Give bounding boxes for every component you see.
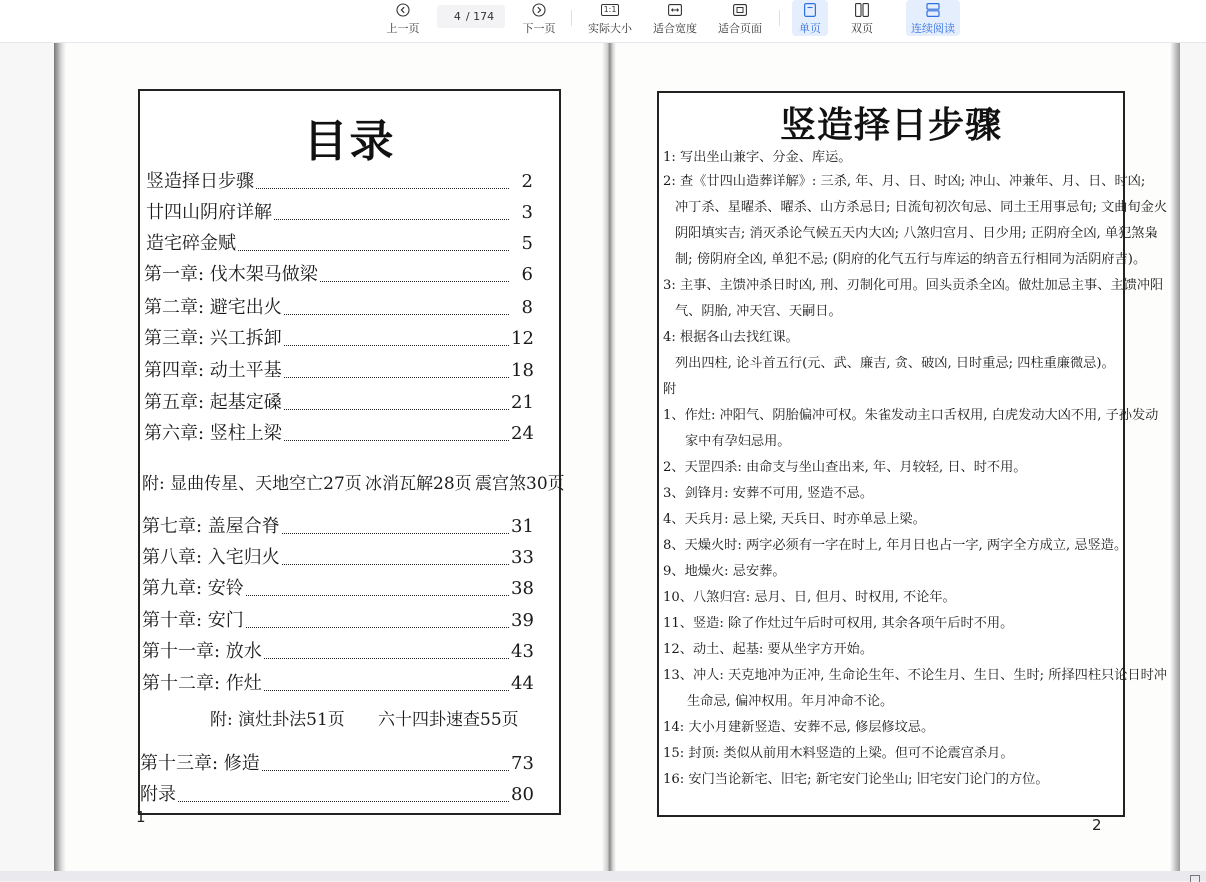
toc-dot-leader [246, 626, 509, 628]
page-edge-shadow [54, 43, 66, 871]
toc-entry-label: 第十一章: 放水 [142, 641, 262, 662]
step-text-line: 12、动土、起基: 要从坐字方开始。 [663, 642, 874, 657]
toc-entry[interactable] [144, 295, 533, 321]
toc-entry-page: 24 [511, 423, 534, 444]
toc-entry-label: 第十三章: 修造 [140, 753, 260, 774]
double-page-label: 双页 [851, 21, 873, 35]
toc-entry[interactable] [140, 782, 533, 808]
toc-entry-page: 38 [511, 578, 534, 599]
toc-entry-page: 73 [511, 753, 534, 774]
toc-entry-page: 33 [511, 547, 534, 568]
fit-page-button[interactable] [716, 0, 764, 36]
actual-size-label: 实际大小 [588, 21, 632, 35]
step-text-line: 10、八煞归宫: 忌月、日, 但月、时权用, 不论年。 [663, 590, 956, 605]
step-text-line: 8、天燥火时: 两字必须有一字在时上, 年月日也占一字, 两字全方成立, 忌竖造。 [663, 538, 1128, 553]
total-pages: / 174 [465, 10, 495, 23]
step-text-line: 2: 查《廿四山造葬详解》: 三杀, 年、月、日、时凶; 冲山、冲兼年、月、日、时凶; [663, 174, 1146, 189]
toc-entry-page: 5 [521, 233, 533, 254]
step-text-line: 列出四柱, 论斗首五行(元、武、廉吉, 贪、破凶, 日时重忌; 四柱重廉微忌)。 [675, 356, 1115, 371]
toc-note: 震宫煞30页 [475, 474, 565, 494]
single-page-label: 单页 [799, 21, 821, 35]
toc-entry-label: 第十二章: 作灶 [142, 673, 262, 694]
step-text-line: 阴阳填实吉; 消灭杀论气候五天内大凶; 八煞归宫月、日少用; 正阴府全凶, 单犯煞枭 [675, 226, 1158, 241]
toc-entry-label: 廿四山阴府详解 [146, 202, 272, 223]
toc-entry[interactable] [144, 326, 533, 352]
toc-entry-label: 第四章: 动土平基 [144, 360, 282, 381]
toc-dot-leader [264, 689, 509, 691]
toc-entry-page: 12 [511, 328, 534, 349]
bottom-scrollbar[interactable] [0, 871, 1206, 881]
page-number-box[interactable] [437, 5, 505, 28]
toc-entry-page: 43 [511, 641, 534, 662]
scanned-book-spread [54, 43, 1180, 871]
toc-dot-leader [238, 249, 509, 251]
toc-entry-label: 第九章: 安铃 [142, 578, 244, 599]
toc-entry-page: 39 [511, 610, 534, 631]
viewer-toolbar [0, 0, 1206, 43]
toc-entry[interactable] [146, 231, 533, 257]
toc-dot-leader [284, 408, 509, 410]
toc-entry-page: 21 [511, 392, 534, 413]
page-edge-shadow [1170, 43, 1180, 871]
toc-note: 六十四卦速查55页 [378, 710, 519, 730]
toc-entry[interactable] [142, 608, 533, 634]
step-text-line: 4、天兵月: 忌上梁, 天兵日、时亦单忌上梁。 [663, 512, 926, 527]
toc-dot-leader [284, 344, 509, 346]
step-text-line: 附 [663, 382, 677, 397]
step-text-line: 15: 封顶: 类似从前用木料竖造的上梁。但可不论震宫杀月。 [663, 746, 1014, 761]
toc-entry-page: 6 [521, 264, 533, 285]
chevron-right-circle-icon [532, 1, 546, 19]
chevron-left-circle-icon [396, 1, 410, 19]
double-page-icon [855, 1, 869, 19]
single-page-button[interactable] [792, 0, 828, 36]
prev-page-button[interactable] [384, 0, 422, 36]
toc-entry-page: 2 [521, 171, 533, 192]
step-text-line: 1、作灶: 冲阳气、阴胎偏冲可权。朱雀发动主口舌权用, 白虎发动大凶不用, 子孙发动 [663, 408, 1159, 423]
fit-page-label: 适合页面 [718, 21, 762, 35]
toc-entry-page: 18 [511, 360, 534, 381]
fit-width-icon [668, 1, 682, 19]
step-text-line: 3: 主事、主馈冲杀日时凶, 刑、刃制化可用。回头贡杀全凶。做灶加忌主事、主馈冲阳 [663, 278, 1164, 293]
toc-entry[interactable] [142, 576, 533, 602]
toc-dot-leader [320, 280, 509, 282]
toc-entry[interactable] [142, 514, 533, 540]
toc-entry[interactable] [144, 262, 533, 288]
toc-dot-leader [284, 376, 509, 378]
toc-dot-leader [262, 769, 509, 771]
step-text-line: 冲丁杀、星曜杀、曜杀、山方杀忌日; 日流旬初次旬忌、同土王用事忌旬; 文曲旬金火 [675, 200, 1168, 215]
toc-entry-label: 第七章: 盖屋合脊 [142, 516, 280, 537]
toc-entry-label: 第十章: 安门 [142, 610, 244, 631]
current-page-input[interactable] [445, 10, 461, 23]
fit-page-icon [733, 1, 747, 19]
toc-entry[interactable] [140, 751, 533, 777]
page-number-left: 1 [136, 808, 146, 826]
toc-entry[interactable] [144, 390, 533, 416]
single-page-icon [804, 1, 816, 19]
step-text-line: 16: 安门当论新宅、旧宅; 新宅安门论坐山; 旧宅安门论门的方位。 [663, 772, 1049, 787]
step-text-line: 气、阴胎, 冲天宫、天嗣日。 [675, 304, 842, 319]
toc-dot-leader [284, 313, 509, 315]
step-text-line: 制; 傍阴府全凶, 单犯不忌; (阴府的化气五行与库运的纳音五行相同为活阴府吉)。 [675, 252, 1147, 267]
step-text-line: 1: 写出坐山兼字、分金、库运。 [663, 150, 852, 165]
toc-entry-page: 3 [521, 202, 533, 223]
toc-entry-label: 竖造择日步骤 [146, 171, 254, 192]
toc-entry[interactable] [144, 358, 533, 384]
prev-page-label: 上一页 [386, 21, 420, 35]
steps-title: 竖造择日步骤 [779, 104, 1002, 146]
toc-dot-leader [246, 594, 509, 596]
toc-dot-leader [264, 657, 509, 659]
next-page-button[interactable] [520, 0, 558, 36]
toolbar-divider [779, 10, 780, 26]
toc-entry-label: 附录 [140, 784, 176, 805]
actual-size-icon: 1:1 [601, 1, 620, 19]
toolbar-divider [571, 10, 572, 26]
toc-entry-label: 第五章: 起基定磉 [144, 392, 282, 413]
toc-entry[interactable] [142, 545, 533, 571]
toc-entry[interactable] [146, 169, 533, 195]
toc-entry[interactable] [146, 200, 533, 226]
actual-size-button[interactable] [586, 0, 634, 36]
toc-dot-leader [282, 563, 509, 565]
book-spine [602, 43, 616, 871]
toc-note: 附: 显曲传星、天地空亡27页 [142, 474, 362, 494]
next-page-label: 下一页 [522, 21, 556, 35]
double-page-button[interactable] [844, 0, 880, 36]
toc-entry-label: 第一章: 伐木架马做梁 [144, 264, 318, 285]
toc-entry-label: 第二章: 避宅出火 [144, 297, 282, 318]
toc-note: 冰消瓦解28页 [365, 474, 472, 494]
toc-dot-leader [274, 218, 509, 220]
fit-width-button[interactable] [651, 0, 699, 36]
toc-page [138, 89, 565, 815]
toc-entry[interactable] [142, 671, 533, 697]
step-text-line: 家中有孕妇忌用。 [685, 434, 791, 449]
continuous-reading-label: 连续阅读 [911, 21, 955, 35]
steps-page [657, 91, 1168, 817]
toc-entry-label: 造宅碎金赋 [146, 233, 236, 254]
toc-title: 目录 [303, 116, 396, 167]
toc-entry[interactable] [144, 421, 533, 447]
toc-dot-leader [284, 439, 509, 441]
step-text-line: 2、天罡四杀: 由命支与坐山查出来, 年、月较轻, 日、时不用。 [663, 460, 1027, 475]
toc-entry-page: 31 [511, 516, 534, 537]
toc-entry-page: 8 [521, 297, 533, 318]
toc-entry[interactable] [142, 639, 533, 665]
toc-dot-leader [256, 187, 509, 189]
toc-entry-label: 第八章: 入宅归火 [142, 547, 280, 568]
document-viewport[interactable] [0, 43, 1206, 871]
step-text-line: 4: 根据各山去找红课。 [663, 330, 799, 345]
step-text-line: 9、地燥火: 忌安葬。 [663, 564, 786, 579]
toc-entry-page: 80 [511, 784, 534, 805]
toc-dot-leader [178, 800, 509, 802]
page-number-right: 2 [1092, 816, 1102, 834]
fit-width-label: 适合宽度 [653, 21, 697, 35]
step-text-line: 3、剑锋月: 安葬不可用, 竖造不忌。 [663, 486, 874, 501]
toc-entry-label: 第六章: 竖柱上梁 [144, 423, 282, 444]
continuous-reading-button[interactable] [906, 0, 960, 36]
toc-entry-page: 44 [511, 673, 534, 694]
step-text-line: 11、竖造: 除了作灶过午后时可权用, 其余各项午后时不用。 [663, 616, 1014, 631]
step-text-line: 14: 大小月建新竖造、安葬不忌, 修层修坟忌。 [663, 720, 935, 735]
toc-dot-leader [282, 532, 509, 534]
step-text-line: 生命忌, 偏冲权用。年月冲命不论。 [687, 694, 894, 709]
step-text-line: 13、冲人: 天克地冲为正冲, 生命论生年、不论生月、生日、生时; 所择四柱只论日时冲 [663, 668, 1167, 683]
toc-entry-label: 第三章: 兴工拆卸 [144, 328, 282, 349]
continuous-reading-icon [926, 1, 940, 19]
toc-note: 附: 演灶卦法51页 [210, 710, 345, 730]
